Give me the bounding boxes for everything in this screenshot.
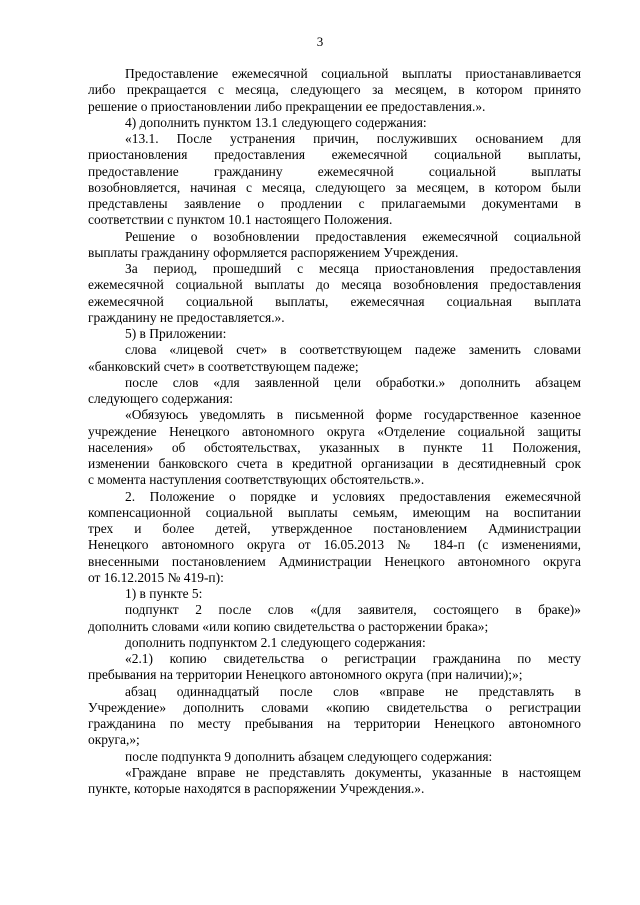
text-line: компенсационной социальной выплаты семьям, имеющим на воспитании [88,504,581,520]
text-line: предоставление гражданину ежемесячной социальной выплаты [88,163,581,179]
text-line: после подпункта 9 дополнить абзацем следующего содержания: [125,748,493,764]
text-line: трех и более детей, утвержденное постановлением Администрации [88,521,581,536]
text-line: 4) дополнить пунктом 13.1 следующего содержания: [125,114,427,130]
paragraph [88,602,581,635]
text-line: слова «лицевой счет» в соответствующем падеже заменить словами [125,342,581,358]
page-number: 3 [316,34,324,49]
text-line: следующего содержания: [88,391,233,406]
text-line: округа,»; [88,732,140,748]
paragraph [88,635,581,651]
text-line: Учреждение» дополнить словами «копию свидетельства о регистрации [88,699,581,715]
text-line: гражданина по месту пребывания на территории Ненецкого автономного [88,716,581,731]
text-line: 1) в пункте 5: [125,586,203,601]
text-line: изменении банковского счета в кредитной организации в десятидневный срок [88,456,581,471]
paragraph [88,115,581,131]
text-line: дополнить подпунктом 2.1 следующего содержания: [125,634,426,650]
paragraph [88,229,581,262]
paragraph [88,586,581,602]
text-line: ежемесячной социальной выплаты, ежемесячная социальная выплата [88,293,581,309]
text-line: после слов «для заявленной цели обработки.» дополнить абзацем [125,374,581,390]
paragraph [88,765,581,798]
text-line: «Обязуюсь уведомлять в письменной форме государственное казенное [125,407,581,423]
paragraph [88,749,581,765]
paragraph [88,66,581,115]
text-line: 5) в Приложении: [125,326,227,341]
text-line: «13.1. После устранения причин, послуживших основанием для [125,131,581,146]
paragraph [88,375,581,408]
text-line: дополнить словами «или копию свидетельства о расторжении брака»; [88,618,489,634]
text-line: выплаты гражданину оформляется распоряжением Учреждения. [88,244,459,260]
text-line: ежемесячной социальной выплаты до месяца возобновления предоставления [88,277,581,293]
paragraph [88,342,581,375]
text-line: возобновляется, начиная с месяца, следующего за месяцем, в котором были [88,179,581,195]
paragraph [88,131,581,229]
paragraph [88,407,581,488]
paragraph [88,326,581,342]
text-line: либо прекращается с месяца, следующего за месяцем, в котором принято [88,82,581,98]
text-line: представлены заявление о продлении с прилагаемыми документами в [88,196,581,211]
text-line: «Граждане вправе не представлять документы, указанные в настоящем [125,764,581,780]
text-line: приостановления предоставления ежемесячной социальной выплаты, [88,147,581,163]
text-line: «банковский счет» в соответствующем падеже; [88,358,359,374]
text-line: пункте, которые находятся в распоряжении Учреждения.». [88,781,425,796]
text-line: соответствии с пунктом 10.1 настоящего Положения. [88,212,393,228]
text-line: учреждение Ненецкого автономного округа «Отделение социальной защиты [88,423,581,439]
text-line: подпункт 2 после слов «(для заявителя, состоящего в браке)» [125,602,581,618]
text-line: решение о приостановлении либо прекращении ее предоставления.». [88,98,486,114]
text-line: внесенными постановлением Администрации Ненецкого автономного округа [88,553,581,569]
text-line: Предоставление ежемесячной социальной выплаты приостанавливается [125,66,581,81]
text-line: пребывания на территории Ненецкого автономного округа (при наличии);»; [88,667,523,683]
text-line: от 16.12.2015 № 419-п): [88,569,224,585]
text-line: «2.1) копию свидетельства о регистрации гражданина по месту [125,651,581,666]
paragraph [88,261,581,326]
text-line: 2. Положение о порядке и условиях предоставления ежемесячной [125,488,581,504]
text-line: Решение о возобновлении предоставления ежемесячной социальной [125,228,581,244]
text-line: населения» об обстоятельствах, указанных в пункте 11 Положения, [88,439,581,455]
document-body [88,66,581,797]
text-line: гражданину не предоставляется.». [88,309,285,325]
paragraph [88,684,581,749]
paragraph [88,651,581,684]
paragraph [88,489,581,587]
text-line: Ненецкого автономного округа от 16.05.2013 № 184-п (с изменениями, [88,537,581,553]
text-line: За период, прошедший с месяца приостановления предоставления [125,261,581,276]
text-line: с момента наступления соответствующих обстоятельств.». [88,472,425,488]
text-line: абзац одиннадцатый после слов «вправе не представлять в [125,683,581,699]
